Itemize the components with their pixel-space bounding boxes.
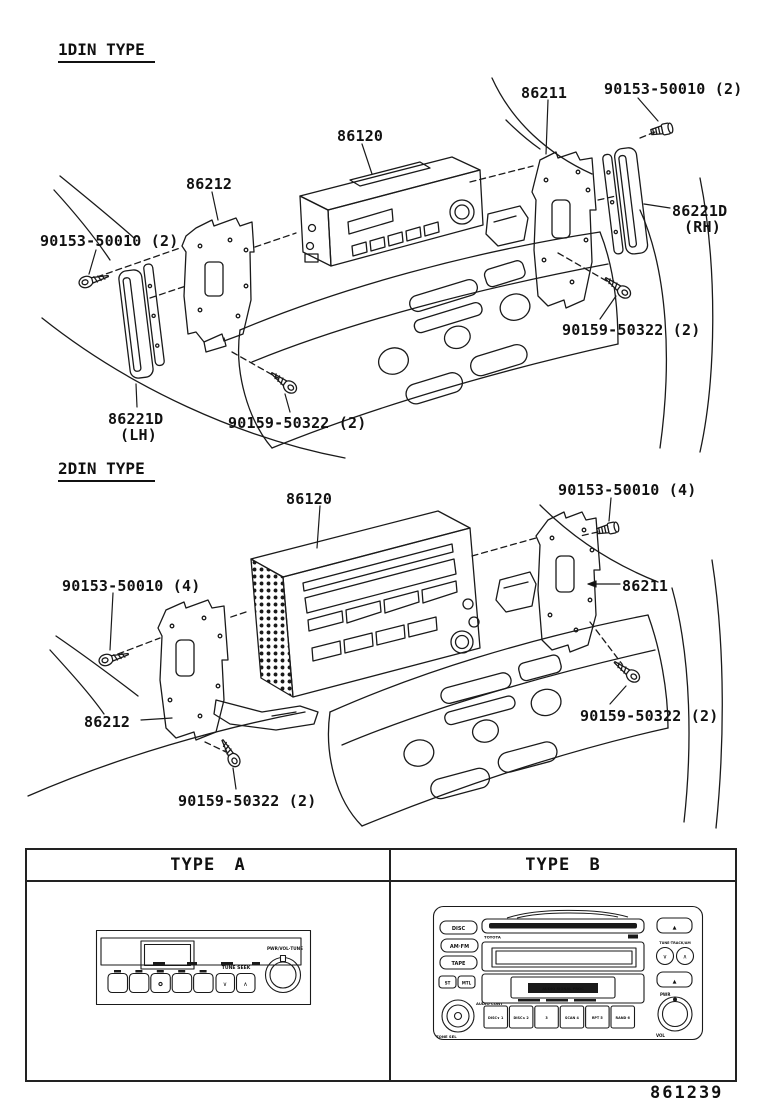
part-label-86221d-rh-side: (RH) xyxy=(684,218,721,236)
part-label-86120-1din: 86120 xyxy=(337,127,384,145)
bracket-86211-2din xyxy=(496,512,600,652)
radio-unit-86120-2din xyxy=(251,511,480,697)
part-label-90159-bottom-2din: 90159-50322 (2) xyxy=(178,792,317,810)
preset-5-label: RPT 5 xyxy=(591,1016,603,1020)
type-a-header: TYPE A xyxy=(170,855,246,875)
bolt-topright-1din xyxy=(650,122,674,137)
part-label-90153-left-1din: 90153-50010 (2) xyxy=(40,232,179,250)
type-a-radio-illustration xyxy=(95,929,312,1007)
cassette-text: AUDIO SIGNAL PROC xyxy=(542,987,584,991)
screw-left-1din xyxy=(78,271,110,290)
screw-right-1din xyxy=(602,274,633,301)
garnish-86221d-lh xyxy=(118,264,166,379)
tone-sel-label: TONE SEL xyxy=(436,1034,457,1039)
bolt-topright-2din xyxy=(596,521,620,536)
bracket-86212-1din xyxy=(182,218,254,352)
screw-left-2din xyxy=(98,649,130,668)
seek-down-glyph: ∨ xyxy=(222,981,228,988)
part-label-90153-right-2din: 90153-50010 (4) xyxy=(558,481,697,499)
disc-button-label: DISC xyxy=(451,926,466,932)
bracket-86211-1din xyxy=(486,152,596,308)
bracket-86212-2din xyxy=(158,600,318,740)
part-label-86221d-lh: 86221D xyxy=(108,410,164,428)
garnish-86221d-rh xyxy=(602,147,649,256)
brand-text: TOYOTA xyxy=(484,934,501,940)
screw-right-2din xyxy=(611,658,642,685)
eject-top-icon: ▲ xyxy=(672,925,677,931)
part-label-90159-right-1din: 90159-50322 (2) xyxy=(562,321,701,339)
part-label-86212-2din: 86212 xyxy=(84,713,131,731)
part-label-86221d-rh: 86221D xyxy=(672,202,728,220)
type-b-cd-slot xyxy=(482,910,644,939)
preset-3-label: 3 xyxy=(545,1016,548,1020)
type-table-divider xyxy=(389,850,391,1080)
type-a-top-text: PWR/VOL·TUNE xyxy=(266,946,303,951)
part-label-90153-top-1din: 90153-50010 (2) xyxy=(604,80,743,98)
tape-button-label: TAPE xyxy=(451,961,466,967)
type-a-preset-buttons xyxy=(108,970,213,993)
part-label-86212-1din: 86212 xyxy=(186,175,233,193)
tune-track-label: TUNE·TRACK/AM xyxy=(659,941,691,945)
screw-bottom-1din xyxy=(268,369,299,396)
din1-console-cluster xyxy=(362,259,553,411)
part-label-86211-1din: 86211 xyxy=(521,84,568,102)
tune-up-glyph: ∧ xyxy=(682,953,688,961)
part-label-86211-2din: 86211 xyxy=(622,577,669,595)
din1-dashed-lines xyxy=(97,132,655,378)
type-b-bottom-buttons xyxy=(484,1006,635,1028)
preset-6-label: RAND 6 xyxy=(615,1016,630,1020)
st-button-label: ST xyxy=(444,980,451,986)
part-label-90159-bottom-1din: 90159-50322 (2) xyxy=(228,414,367,432)
mtl-button-label: MTL xyxy=(461,980,472,986)
section-title-1din: 1DIN TYPE xyxy=(58,40,155,63)
preset-4-label: SCAN 4 xyxy=(564,1016,579,1020)
part-label-90159-right-2din: 90159-50322 (2) xyxy=(580,707,719,725)
preset-2-label: DISC∧ 2 xyxy=(513,1016,529,1020)
vol-label: VOL xyxy=(656,1033,665,1038)
part-label-86120-2din: 86120 xyxy=(286,490,333,508)
radio-unit-86120-1din xyxy=(300,157,483,266)
part-label-86221d-lh-side: (LH) xyxy=(120,426,157,444)
section-title-2din: 2DIN TYPE xyxy=(58,459,155,482)
amfm-button-label: AM·FM xyxy=(449,944,470,950)
type-a-tune-seek-buttons xyxy=(216,974,255,993)
type-b-header: TYPE B xyxy=(525,855,601,875)
figure-number: 861239 xyxy=(650,1083,724,1103)
seek-up-glyph: ∧ xyxy=(243,981,248,988)
type-b-display xyxy=(482,942,644,971)
type-b-cassette-door xyxy=(482,974,644,1003)
type-a-tune-seek-label: TUNE SEEK xyxy=(221,966,251,971)
screw-bottom-2din xyxy=(218,737,243,769)
preset-1-label: DISC∨ 1 xyxy=(488,1016,504,1020)
eject-bottom-icon: ▲ xyxy=(672,979,677,985)
type-b-radio-illustration xyxy=(432,905,704,1042)
audio-cont-label: AUDIO CONT xyxy=(476,1001,503,1006)
type-b-left-buttons xyxy=(439,921,478,988)
din2-leader-lines xyxy=(110,498,626,789)
tune-down-glyph: ∨ xyxy=(662,953,668,961)
type-b-right-column xyxy=(656,918,694,1038)
pwr-label: PWR xyxy=(660,992,671,997)
part-label-90153-left-2din: 90153-50010 (4) xyxy=(62,577,201,595)
